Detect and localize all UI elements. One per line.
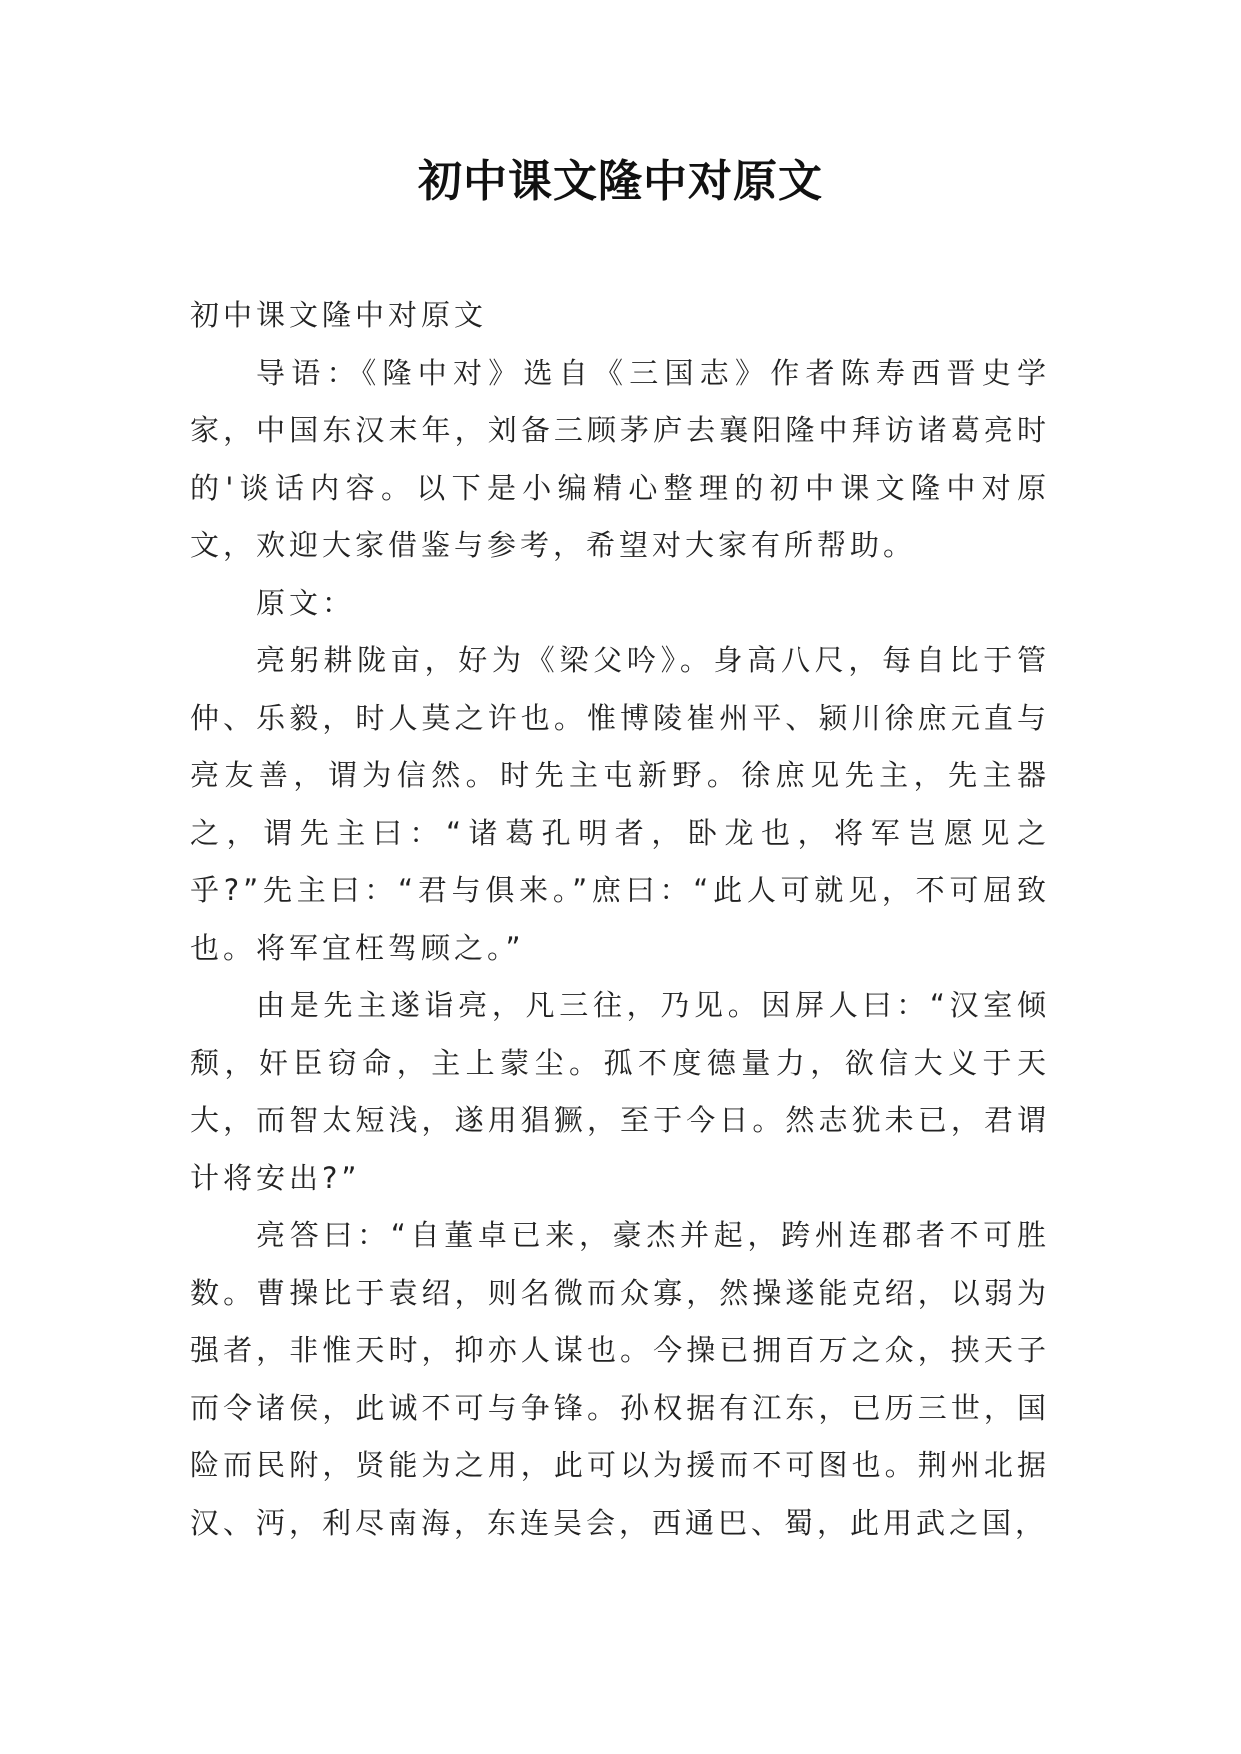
paragraph-original-label: 原文： bbox=[256, 585, 356, 620]
paragraph-heading: 初中课文隆中对原文 bbox=[190, 298, 488, 332]
paragraph-intro: 导语：《隆中对》选自《三国志》作者陈寿西晋史学家，中国东汉末年，刘备三顾茅庐去襄阳隆中拜访诸葛亮时的'谈话内容。以下是小编精心整理的初中课文隆中对原文，欢迎大家借鉴与参考，希望对大家有所帮助。 bbox=[190, 355, 1050, 562]
paragraph-text-2: 由是先主遂诣亮，凡三往，乃见。因屏人曰：“汉室倾颓，奸臣窃命，主上蒙尘。孤不度德量力，欲信大义于天大，而智太短浅，遂用猖獗，至于今日。然志犹未已，君谓计将安出?” bbox=[190, 988, 1050, 1195]
paragraph-text-1: 亮躬耕陇亩，好为《梁父吟》。身高八尺，每自比于管仲、乐毅，时人莫之许也。惟博陵崔州平、颍川徐庶元直与亮友善，谓为信然。时先主屯新野。徐庶见先主，先主器之，谓先主曰：“诸葛孔明者，卧龙也，将军岂愿见之乎?”先主曰：“君与俱来。”庶曰：“此人可就见，不可屈致也。将军宜枉驾顾之。” bbox=[190, 643, 1050, 965]
document-body bbox=[190, 287, 1050, 1552]
document-title: 初中课文隆中对原文 bbox=[418, 156, 823, 207]
paragraph-text-3: 亮答曰：“自董卓已来，豪杰并起，跨州连郡者不可胜数。曹操比于袁绍，则名微而众寡，然操遂能克绍，以弱为强者，非惟天时，抑亦人谋也。今操已拥百万之众，挟天子而令诸侯，此诚不可与争锋。孙权据有江东，已历三世，国险而民附，贤能为之用，此可以为援而不可图也。荆州北据汉、沔，利尽南海，东连吴会，西通巴、蜀，此用武之国， bbox=[190, 1218, 1050, 1540]
